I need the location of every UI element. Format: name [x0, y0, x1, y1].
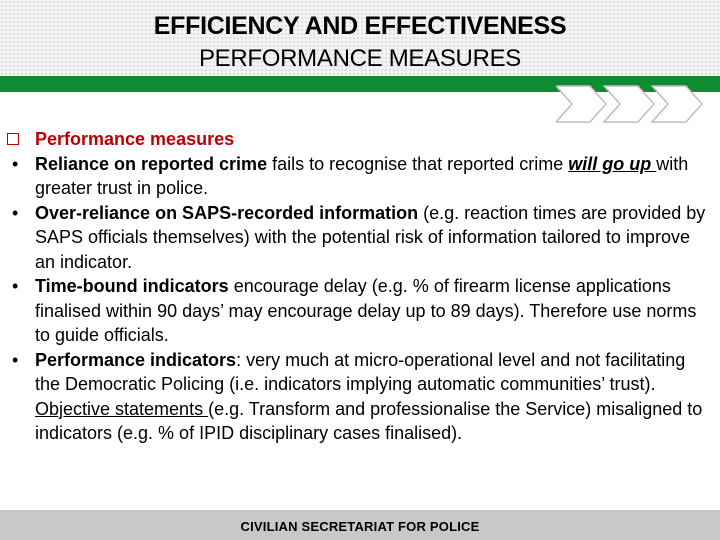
bullet-dot-icon: •: [7, 349, 19, 370]
bullet-bold-text: Time-bound indicators: [35, 276, 229, 296]
bullet-text: fails to recognise that reported crime: [267, 153, 569, 174]
bullet-dot-icon: •: [7, 202, 19, 223]
slide-content: [7, 127, 707, 446]
footer-label: CIVILIAN SECRETARIAT FOR POLICE: [240, 519, 480, 534]
slide-subtitle: PERFORMANCE MEASURES: [198, 45, 522, 72]
footer-bar: [0, 510, 720, 540]
bullet-item: [7, 201, 707, 275]
bullet-bold-text: Performance indicators: [35, 349, 237, 370]
chevron-arrows-icon: [556, 84, 720, 124]
bullet-underlined-text: will go up: [568, 153, 657, 174]
bullet-text: (e.g. Transform and professionalise the Service) misaligned to indicators (e.g. % of IPID disciplinary cases finalised).: [35, 398, 703, 443]
bullet-item: [7, 274, 707, 348]
bullet-text: (e.g. reaction times are provided by SAPS officials themselves) with the potential risk of information tailored to improve an indicator.: [35, 202, 706, 272]
section-heading-row: [7, 127, 707, 152]
checkbox-bullet-icon: [7, 127, 31, 152]
bullet-bold-text: Over-reliance on SAPS-recorded information: [35, 202, 419, 223]
title-banner: [0, 0, 720, 76]
bullet-text: with greater trust in police.: [35, 153, 689, 198]
slide-title: EFFICIENCY AND EFFECTIVENESS: [153, 12, 567, 40]
bullet-text: encourage delay (e.g. % of firearm license applications finalised within 90 days’ may encourage delay up to 89 days). Therefore use norms to guide officials.: [35, 276, 697, 345]
bullet-dot-icon: •: [7, 276, 19, 296]
bullet-underlined-text: Objective statements: [35, 398, 209, 419]
bullet-item: [7, 152, 707, 201]
bullet-dot-icon: •: [7, 153, 19, 174]
bullet-bold-text: Reliance on reported crime: [35, 153, 268, 174]
bullet-text: : very much at micro-operational level and not facilitating the Democratic Policing (i.e. indicators implying automatic communities’ trust).: [35, 349, 686, 394]
section-heading: Performance measures: [35, 129, 235, 149]
bullet-item: [7, 348, 707, 446]
